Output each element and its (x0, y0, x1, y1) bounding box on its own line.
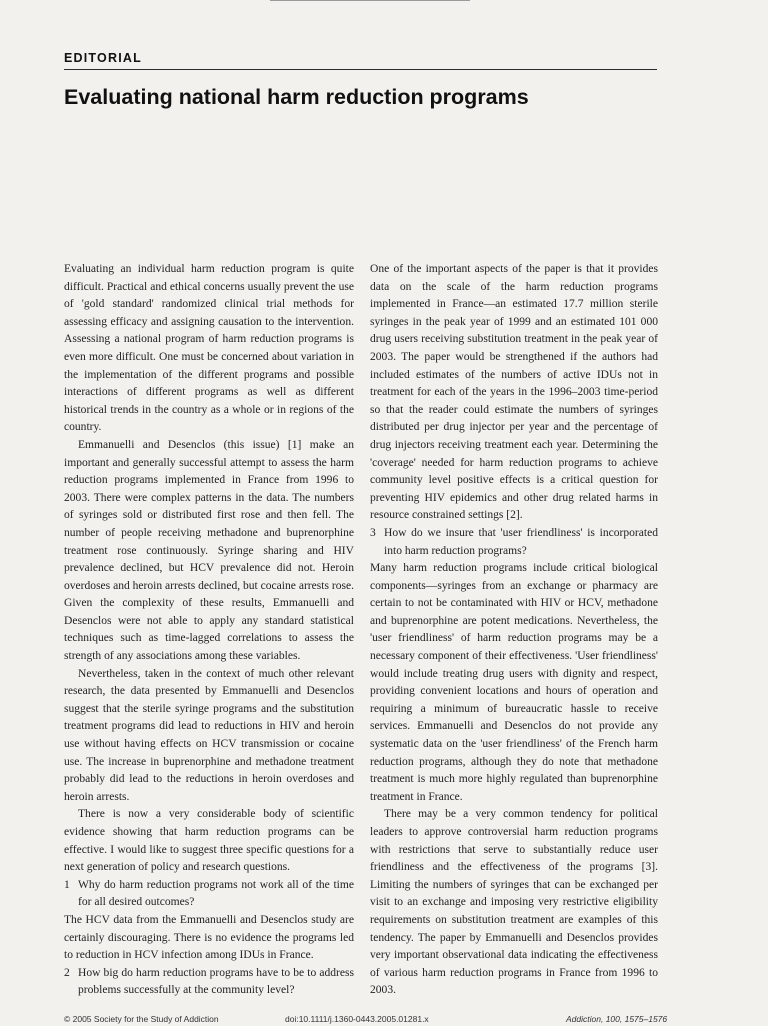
question-text: How big do harm reduction programs have to be to address problems successfully at the community level? (78, 966, 354, 997)
left-column (64, 261, 354, 1000)
footer-copyright: © 2005 Society for the Study of Addiction (64, 1014, 219, 1024)
page-footer (0, 1014, 768, 1026)
body-paragraph: Nevertheless, taken in the context of much other relevant research, the data presented by Emmanuelli and Desenclos suggest that the sterile syringe programs and the substitution treatment programs did lead to reductions in HIV and heroin use without having effects on HCV transmission or cocaine use. The increase in buprenorphine and methadone treatment probably did lead to the reductions in heroin overdoses and heroin arrests. (64, 667, 354, 803)
right-column (370, 261, 658, 1000)
question-text: How do we insure that 'user friendliness' is incorporated into harm reduction programs? (384, 526, 658, 557)
body-paragraph: The HCV data from the Emmanuelli and Desenclos study are certainly discouraging. There is no evidence the programs led to reduction in HCV infection among IDUs in France. (64, 913, 354, 962)
footer-citation: Addiction, 100, 1575–1576 (566, 1014, 668, 1024)
body-paragraph: Many harm reduction programs include critical biological components—syringes from an exchange or pharmacy are certain to not be contaminated with HIV or HCV, methadone and buprenorphine are potent medications. Nevertheless, the 'user friendliness' of harm reduction programs may be a necessary component of their effectiveness. 'User friendliness' would include treating drug users with dignity and respect, providing convenient locations and hours of operation and requiring a minimum of bureaucratic hassle to receive services. Emmanuelli and Desenclos do not provide any systematic data on the 'user friendliness' of the French harm reduction programs, although they do note that methadone treatment is much more highly regulated than buprenorphine treatment in France. (370, 562, 658, 803)
question-number: 2 (64, 966, 70, 979)
footer-doi: doi:10.1111/j.1360-0443.2005.01281.x (285, 1014, 429, 1024)
body-paragraph: There is now a very considerable body of scientific evidence showing that harm reduction programs can be effective. I would like to suggest three specific questions for a next generation of policy and research questions. (64, 808, 354, 874)
numbered-question (64, 965, 354, 1000)
body-paragraph: One of the important aspects of the paper is that it provides data on the scale of the harm reduction programs implemented in France—an estimated 17.7 million sterile syringes in the peak year of 1999 and an estimated 101 000 drug users receiving substitution treatment in the peak year of 2003. The paper would be strengthened if the authors had included estimates of the numbers of active IDUs not in treatment for each of the years in the 1996–2003 time-period so that the reader could estimate the numbers of syringes distributed per drug injector per year and the percentage of drug injectors receiving treatment each year. Determining the 'coverage' needed for harm reduction programs to achieve community level positive effects is a critical question for preventing HIV epidemics and other drug related harms in resource constrained settings [2]. (370, 263, 658, 522)
header-rule (64, 69, 657, 70)
question-text: Why do harm reduction programs not work all of the time for all desired outcomes? (78, 878, 354, 909)
body-paragraph: There may be a very common tendency for political leaders to approve controversial harm reduction programs with restrictions that serve to substantially reduce user friendliness and the effectiveness of the programs [3]. Limiting the numbers of syringes that can be exchanged per visit to an exchange and imposing very restrictive eligibility requirements on substitution treatment are examples of this tendency. The paper by Emmanuelli and Desenclos provides very important observational data indicating the effectiveness of various harm reduction programs in France from 1996 to 2003. (370, 808, 658, 997)
body-paragraph: Emmanuelli and Desenclos (this issue) [1] make an important and generally successful attempt to assess the harm reduction programs implemented in France from 1996 to 2003. There were complex patterns in the data. The numbers of syringes sold or distributed first rose and then fell. The number of people receiving methadone and buprenorphine treatment rose continuously. Syringe sharing and HIV prevalence declined, but HCV prevalence did not. Heroin overdoses and heroin arrests declined, but cocaine arrests rose. Given the complexity of these results, Emmanuelli and Desenclos were not able to apply any standard statistical techniques such as time-lagged correlations to assess the strength of any associations among these variables. (64, 438, 354, 663)
body-paragraph: Evaluating an individual harm reduction program is quite difficult. Practical and ethical concerns usually prevent the use of 'gold standard' randomized clinical trial methods for assessing efficacy and assigning causation to the intervention. Assessing a national program of harm reduction programs is even more difficult. One must be concerned about variation in the implementation of the different programs and possible interactions of different programs as well as different historical trends in the country as a whole or in regions of the country. (64, 263, 354, 434)
question-number: 3 (370, 526, 376, 539)
question-number: 1 (64, 878, 70, 891)
numbered-question (370, 525, 658, 560)
top-rule (270, 0, 470, 1)
numbered-question (64, 877, 354, 912)
article-title: Evaluating national harm reduction programs (64, 85, 529, 109)
section-label: EDITORIAL (64, 51, 142, 65)
